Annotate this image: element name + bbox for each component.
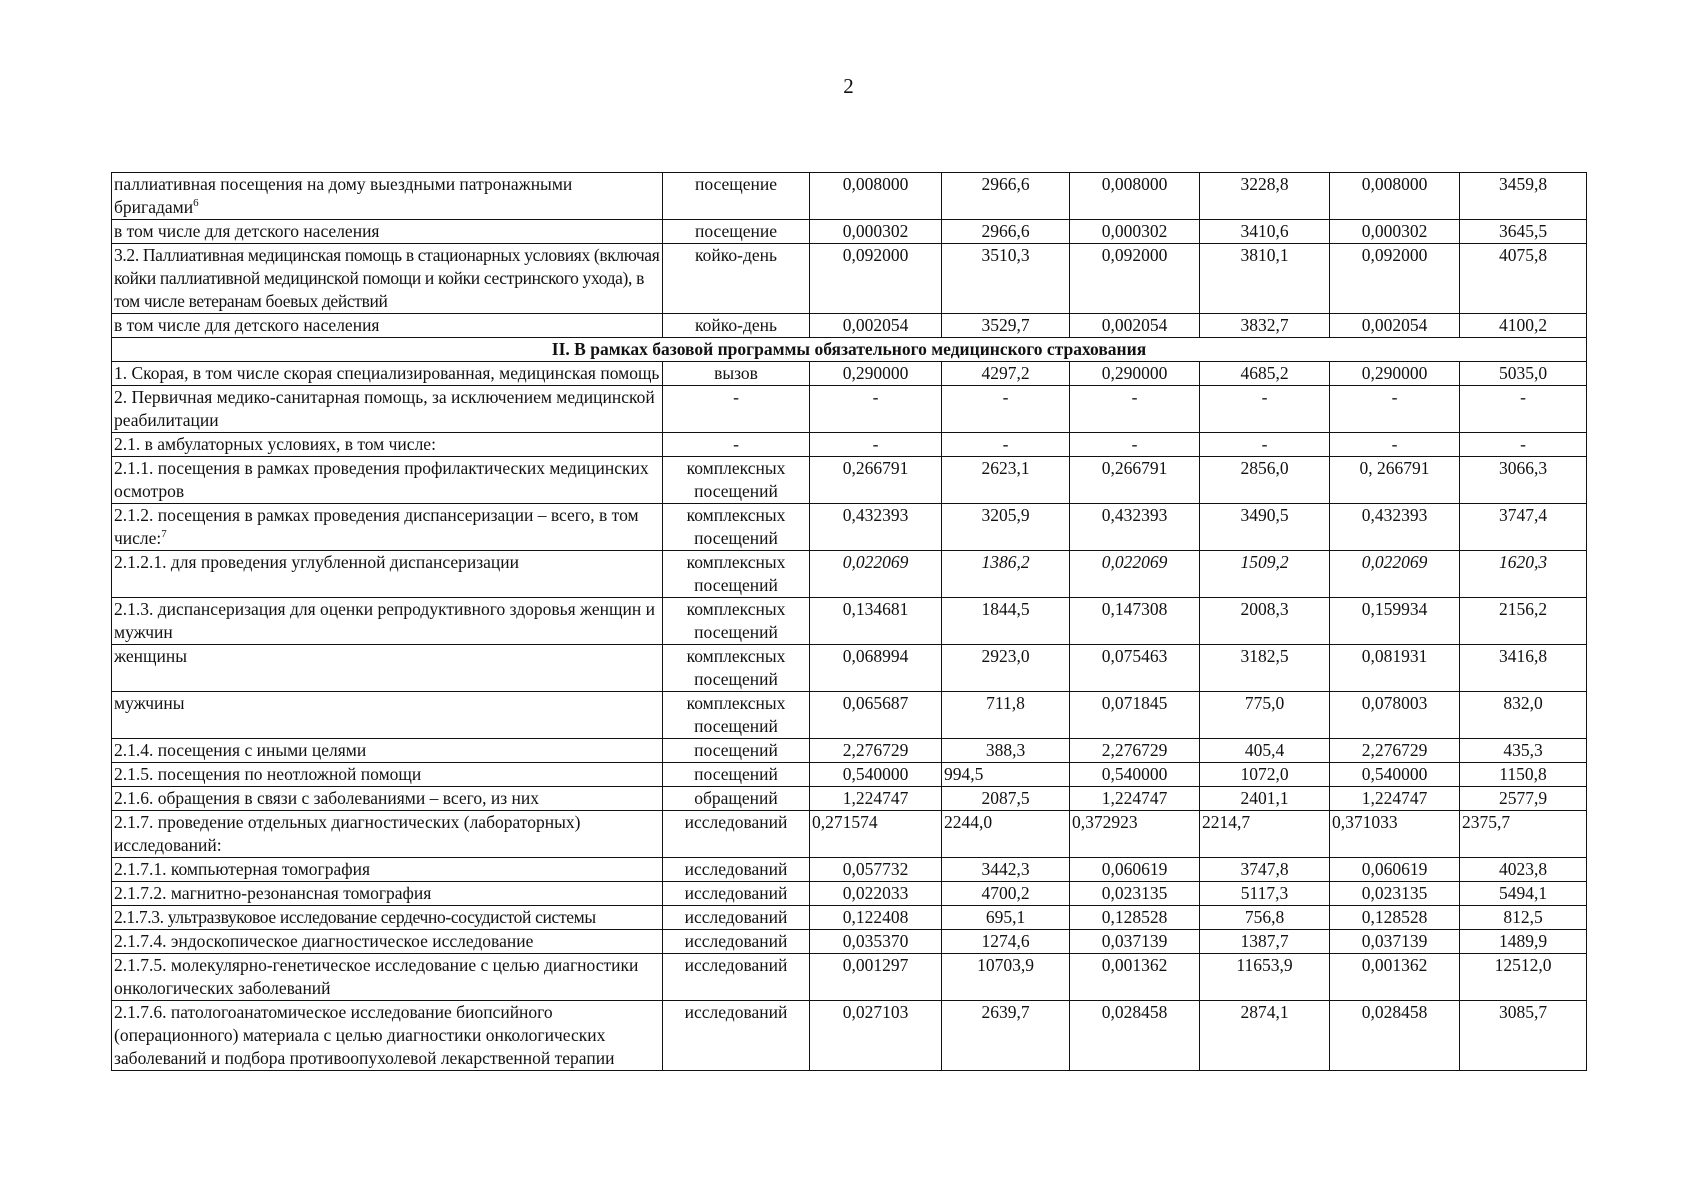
section-title: II. В рамках базовой программы обязательного медицинского страхования: [112, 338, 1587, 362]
value-cell: 3182,5: [1200, 645, 1330, 692]
table-row: [112, 598, 1587, 645]
value-cell: 1,224747: [1070, 787, 1200, 811]
footnote-mark: 7: [161, 528, 167, 541]
unit-cell: комплексных посещений: [663, 457, 810, 504]
row-name-cell: [112, 763, 663, 787]
value-cell: 0,147308: [1070, 598, 1200, 645]
table-row: [112, 457, 1587, 504]
table-row: [112, 645, 1587, 692]
value-cell: 0,000302: [1070, 220, 1200, 244]
row-name: 2.1.7. проведение отдельных диагностических (лабораторных) исследований:: [114, 812, 581, 855]
row-name: 2.1.7.4. эндоскопическое диагностическое исследование: [114, 931, 534, 951]
value-cell: 1,224747: [1330, 787, 1460, 811]
value-cell: 0,540000: [810, 763, 942, 787]
value-cell: 3205,9: [942, 504, 1070, 551]
table-row: [112, 386, 1587, 433]
value-cell: 1072,0: [1200, 763, 1330, 787]
value-cell: 0,000302: [1330, 220, 1460, 244]
value-cell: 0,068994: [810, 645, 942, 692]
value-cell: 2087,5: [942, 787, 1070, 811]
value-cell: 3510,3: [942, 244, 1070, 314]
row-name-cell: [112, 244, 663, 314]
row-name: паллиативная посещения на дому выездными патронажными бригадами: [114, 174, 573, 217]
value-cell: 0,027103: [810, 1001, 942, 1071]
value-cell: 0,060619: [1330, 858, 1460, 882]
value-cell: 0,022069: [1070, 551, 1200, 598]
unit-cell: посещение: [663, 220, 810, 244]
value-cell: -: [1070, 386, 1200, 433]
unit-cell: койко-день: [663, 314, 810, 338]
row-name-cell: [112, 386, 663, 433]
row-name: 1. Скорая, в том числе скорая специализированная, медицинская помощь: [114, 363, 660, 383]
value-cell: 0,540000: [1070, 763, 1200, 787]
value-cell: 2156,2: [1460, 598, 1587, 645]
value-cell: 0,022069: [1330, 551, 1460, 598]
row-name: 2.1.2.1. для проведения углубленной диспансеризации: [114, 552, 519, 572]
value-cell: 4685,2: [1200, 362, 1330, 386]
value-cell: 0,372923: [1070, 811, 1200, 858]
value-cell: -: [1200, 386, 1330, 433]
unit-cell: комплексных посещений: [663, 504, 810, 551]
unit-cell: комплексных посещений: [663, 645, 810, 692]
value-cell: 0,001362: [1070, 954, 1200, 1001]
table-row: [112, 433, 1587, 457]
value-cell: 3416,8: [1460, 645, 1587, 692]
row-name: 2.1.5. посещения по неотложной помощи: [114, 764, 422, 784]
value-cell: 0,002054: [1330, 314, 1460, 338]
value-cell: 2856,0: [1200, 457, 1330, 504]
norms-table: [111, 172, 1587, 1071]
value-cell: 0,002054: [1070, 314, 1200, 338]
value-cell: 0,432393: [810, 504, 942, 551]
row-name: 2.1.7.2. магнитно-резонансная томография: [114, 883, 432, 903]
unit-cell: исследований: [663, 906, 810, 930]
value-cell: 3645,5: [1460, 220, 1587, 244]
row-name: 2.1.7.6. патологоанатомическое исследование биопсийного (операционного) материала с целью диагностики онкологических заболеваний и подбора противоопухолевой лекарственной терапии: [114, 1002, 615, 1068]
value-cell: 2375,7: [1460, 811, 1587, 858]
footnote-mark: 6: [193, 197, 199, 210]
unit-cell: исследований: [663, 811, 810, 858]
value-cell: 3459,8: [1460, 173, 1587, 220]
value-cell: -: [1330, 433, 1460, 457]
value-cell: 0,092000: [1070, 244, 1200, 314]
row-name-cell: [112, 954, 663, 1001]
row-name-cell: [112, 504, 663, 551]
value-cell: 0,432393: [1330, 504, 1460, 551]
table-row: [112, 930, 1587, 954]
value-cell: 0,122408: [810, 906, 942, 930]
row-name: мужчины: [114, 693, 185, 713]
value-cell: 4023,8: [1460, 858, 1587, 882]
value-cell: 3747,8: [1200, 858, 1330, 882]
value-cell: 0,037139: [1330, 930, 1460, 954]
value-cell: 2966,6: [942, 173, 1070, 220]
table-row: [112, 787, 1587, 811]
row-name: в том числе для детского населения: [114, 221, 380, 241]
table-row: [112, 763, 1587, 787]
value-cell: 0,266791: [1070, 457, 1200, 504]
value-cell: 695,1: [942, 906, 1070, 930]
value-cell: 1274,6: [942, 930, 1070, 954]
value-cell: 0,023135: [1330, 882, 1460, 906]
section-row: [112, 338, 1587, 362]
value-cell: 0,071845: [1070, 692, 1200, 739]
value-cell: 775,0: [1200, 692, 1330, 739]
value-cell: 2401,1: [1200, 787, 1330, 811]
value-cell: 0,023135: [1070, 882, 1200, 906]
row-name-cell: [112, 362, 663, 386]
value-cell: 2966,6: [942, 220, 1070, 244]
value-cell: 3085,7: [1460, 1001, 1587, 1071]
unit-cell: посещений: [663, 763, 810, 787]
row-name: 2.1.2. посещения в рамках проведения диспансеризации – всего, в том числе:: [114, 505, 639, 548]
row-name-cell: [112, 906, 663, 930]
value-cell: 2008,3: [1200, 598, 1330, 645]
value-cell: 1620,3: [1460, 551, 1587, 598]
value-cell: 0,028458: [1330, 1001, 1460, 1071]
table-row: [112, 551, 1587, 598]
value-cell: 0,290000: [810, 362, 942, 386]
value-cell: 0,290000: [1070, 362, 1200, 386]
value-cell: 0, 266791: [1330, 457, 1460, 504]
row-name: 2. Первичная медико-санитарная помощь, за исключением медицинской реабилитации: [114, 387, 655, 430]
value-cell: 0,022033: [810, 882, 942, 906]
value-cell: 10703,9: [942, 954, 1070, 1001]
value-cell: 0,022069: [810, 551, 942, 598]
row-name-cell: [112, 314, 663, 338]
table-row: [112, 173, 1587, 220]
value-cell: -: [810, 386, 942, 433]
row-name-cell: [112, 433, 663, 457]
value-cell: 0,075463: [1070, 645, 1200, 692]
value-cell: -: [942, 386, 1070, 433]
unit-cell: вызов: [663, 362, 810, 386]
value-cell: 3832,7: [1200, 314, 1330, 338]
value-cell: 0,028458: [1070, 1001, 1200, 1071]
value-cell: 832,0: [1460, 692, 1587, 739]
row-name-cell: [112, 457, 663, 504]
value-cell: 0,432393: [1070, 504, 1200, 551]
table-row: [112, 692, 1587, 739]
row-name-cell: [112, 220, 663, 244]
table-row: [112, 244, 1587, 314]
value-cell: 0,002054: [810, 314, 942, 338]
table-row: [112, 811, 1587, 858]
value-cell: 0,092000: [810, 244, 942, 314]
value-cell: 3066,3: [1460, 457, 1587, 504]
value-cell: 0,290000: [1330, 362, 1460, 386]
value-cell: 3410,6: [1200, 220, 1330, 244]
table-row: [112, 220, 1587, 244]
row-name-cell: [112, 811, 663, 858]
value-cell: 1387,7: [1200, 930, 1330, 954]
value-cell: 0,128528: [1330, 906, 1460, 930]
value-cell: 0,060619: [1070, 858, 1200, 882]
value-cell: 0,037139: [1070, 930, 1200, 954]
table-row: [112, 882, 1587, 906]
value-cell: 2923,0: [942, 645, 1070, 692]
unit-cell: -: [663, 386, 810, 433]
page-number: 2: [843, 74, 854, 98]
value-cell: 4075,8: [1460, 244, 1587, 314]
value-cell: 3228,8: [1200, 173, 1330, 220]
row-name: 3.2. Паллиативная медицинская помощь в стационарных условиях (включая койки паллиативной медицинской помощи и койки сестринского ухода), в том числе ветеранам боевых действий: [114, 245, 660, 311]
value-cell: 0,008000: [1330, 173, 1460, 220]
table-row: [112, 314, 1587, 338]
table-row: [112, 906, 1587, 930]
row-name-cell: [112, 692, 663, 739]
value-cell: 1489,9: [1460, 930, 1587, 954]
value-cell: -: [1070, 433, 1200, 457]
value-cell: 0,128528: [1070, 906, 1200, 930]
value-cell: 2214,7: [1200, 811, 1330, 858]
value-cell: -: [1330, 386, 1460, 433]
table-row: [112, 739, 1587, 763]
row-name: 2.1.7.5. молекулярно-генетическое исследование с целью диагностики онкологических заболеваний: [114, 955, 639, 998]
unit-cell: обращений: [663, 787, 810, 811]
value-cell: 812,5: [1460, 906, 1587, 930]
row-name-cell: [112, 882, 663, 906]
value-cell: 4297,2: [942, 362, 1070, 386]
unit-cell: исследований: [663, 882, 810, 906]
value-cell: 2,276729: [1330, 739, 1460, 763]
value-cell: 388,3: [942, 739, 1070, 763]
unit-cell: койко-день: [663, 244, 810, 314]
value-cell: 0,008000: [810, 173, 942, 220]
row-name: 2.1.1. посещения в рамках проведения профилактических медицинских осмотров: [114, 458, 649, 501]
row-name: 2.1.4. посещения с иными целями: [114, 740, 367, 760]
value-cell: 756,8: [1200, 906, 1330, 930]
table-row: [112, 362, 1587, 386]
value-cell: 0,065687: [810, 692, 942, 739]
value-cell: -: [810, 433, 942, 457]
unit-cell: -: [663, 433, 810, 457]
unit-cell: комплексных посещений: [663, 598, 810, 645]
value-cell: 5494,1: [1460, 882, 1587, 906]
value-cell: 0,092000: [1330, 244, 1460, 314]
value-cell: 2874,1: [1200, 1001, 1330, 1071]
value-cell: -: [1200, 433, 1330, 457]
unit-cell: комплексных посещений: [663, 692, 810, 739]
row-name-cell: [112, 739, 663, 763]
row-name-cell: [112, 645, 663, 692]
value-cell: 3747,4: [1460, 504, 1587, 551]
value-cell: 2577,9: [1460, 787, 1587, 811]
row-name-cell: [112, 930, 663, 954]
unit-cell: исследований: [663, 858, 810, 882]
value-cell: -: [1460, 433, 1587, 457]
table-row: [112, 504, 1587, 551]
value-cell: 435,3: [1460, 739, 1587, 763]
value-cell: 2623,1: [942, 457, 1070, 504]
value-cell: 1150,8: [1460, 763, 1587, 787]
value-cell: 0,001297: [810, 954, 942, 1001]
unit-cell: исследований: [663, 1001, 810, 1071]
unit-cell: посещений: [663, 739, 810, 763]
row-name-cell: [112, 551, 663, 598]
value-cell: 0,078003: [1330, 692, 1460, 739]
row-name: 2.1.7.1. компьютерная томография: [114, 859, 370, 879]
unit-cell: посещение: [663, 173, 810, 220]
value-cell: 1509,2: [1200, 551, 1330, 598]
value-cell: 2244,0: [942, 811, 1070, 858]
table-row: [112, 954, 1587, 1001]
value-cell: 0,159934: [1330, 598, 1460, 645]
value-cell: 0,266791: [810, 457, 942, 504]
value-cell: 2,276729: [810, 739, 942, 763]
value-cell: 3810,1: [1200, 244, 1330, 314]
value-cell: 3442,3: [942, 858, 1070, 882]
unit-cell: исследований: [663, 954, 810, 1001]
row-name-cell: [112, 598, 663, 645]
value-cell: 0,000302: [810, 220, 942, 244]
value-cell: 2639,7: [942, 1001, 1070, 1071]
value-cell: -: [1460, 386, 1587, 433]
unit-cell: комплексных посещений: [663, 551, 810, 598]
value-cell: 994,5: [942, 763, 1070, 787]
value-cell: 0,081931: [1330, 645, 1460, 692]
table-row: [112, 858, 1587, 882]
value-cell: 12512,0: [1460, 954, 1587, 1001]
row-name: 2.1.7.3. ультразвуковое исследование сердечно-сосудистой системы: [114, 907, 596, 927]
value-cell: 5035,0: [1460, 362, 1587, 386]
table-row: [112, 1001, 1587, 1071]
value-cell: 0,035370: [810, 930, 942, 954]
value-cell: 0,008000: [1070, 173, 1200, 220]
value-cell: 0,271574: [810, 811, 942, 858]
value-cell: 5117,3: [1200, 882, 1330, 906]
value-cell: 1386,2: [942, 551, 1070, 598]
value-cell: 3490,5: [1200, 504, 1330, 551]
value-cell: 405,4: [1200, 739, 1330, 763]
value-cell: 4700,2: [942, 882, 1070, 906]
value-cell: 0,001362: [1330, 954, 1460, 1001]
value-cell: 2,276729: [1070, 739, 1200, 763]
value-cell: 3529,7: [942, 314, 1070, 338]
value-cell: 11653,9: [1200, 954, 1330, 1001]
value-cell: 1,224747: [810, 787, 942, 811]
row-name: 2.1. в амбулаторных условиях, в том числе:: [114, 434, 436, 454]
value-cell: 0,371033: [1330, 811, 1460, 858]
value-cell: 1844,5: [942, 598, 1070, 645]
row-name-cell: [112, 173, 663, 220]
value-cell: 0,134681: [810, 598, 942, 645]
row-name: женщины: [114, 646, 187, 666]
value-cell: 0,540000: [1330, 763, 1460, 787]
unit-cell: исследований: [663, 930, 810, 954]
row-name-cell: [112, 787, 663, 811]
row-name-cell: [112, 858, 663, 882]
value-cell: 4100,2: [1460, 314, 1587, 338]
row-name: 2.1.3. диспансеризация для оценки репродуктивного здоровья женщин и мужчин: [114, 599, 655, 642]
value-cell: -: [942, 433, 1070, 457]
value-cell: 0,057732: [810, 858, 942, 882]
row-name: 2.1.6. обращения в связи с заболеваниями – всего, из них: [114, 788, 540, 808]
row-name: в том числе для детского населения: [114, 315, 380, 335]
row-name-cell: [112, 1001, 663, 1071]
value-cell: 711,8: [942, 692, 1070, 739]
